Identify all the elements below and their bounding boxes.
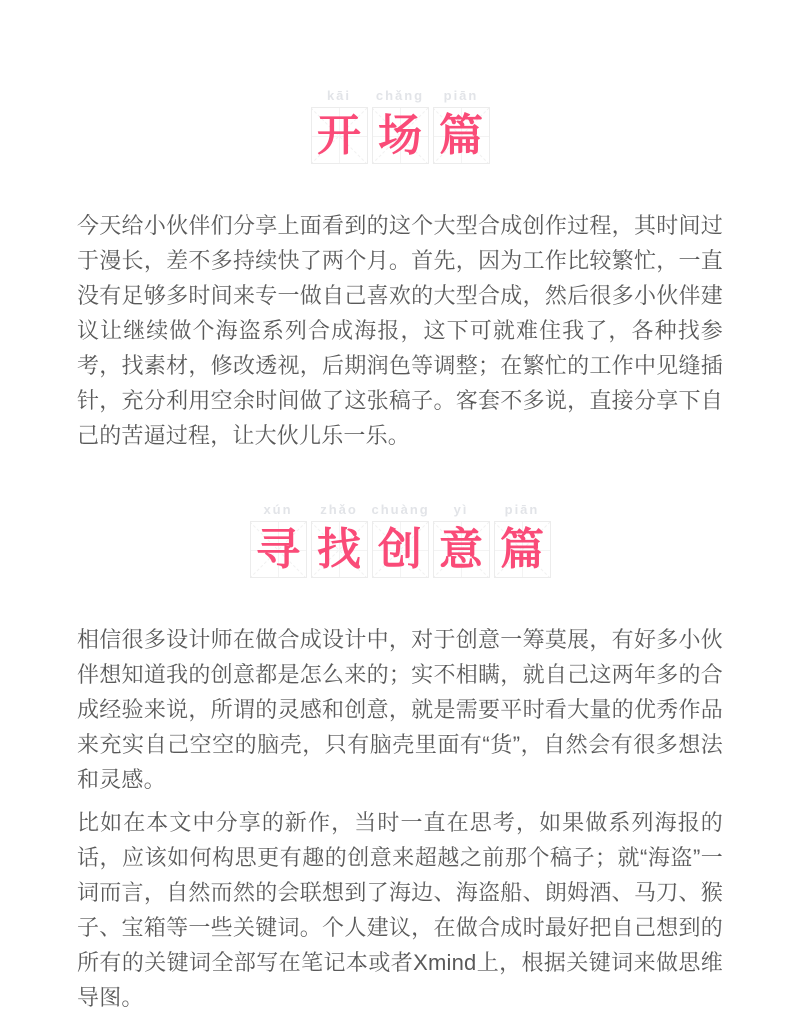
pinyin-label: piān — [443, 88, 479, 103]
pinyin-label: yì — [453, 502, 469, 517]
pinyin-row — [311, 88, 490, 104]
title-character-row — [250, 521, 551, 578]
section-title-creative — [77, 502, 723, 578]
title-character: 意 — [439, 524, 483, 574]
character-box — [433, 107, 490, 164]
pinyin-label: chuàng — [371, 502, 430, 517]
character-box — [250, 521, 307, 578]
title-character: 寻 — [256, 524, 300, 574]
pinyin-label: xún — [263, 502, 293, 517]
paragraph-creative-2: 比如在本文中分享的新作，当时一直在思考，如果做系列海报的话，应该如何构思更有趣的创意来超越之前那个稿子；就“海盗”一词而言，自然而然的会联想到了海边、海盗船、朗姆酒、马刀、猴子、宝箱等一些关键词。个人建议，在做合成时最好把自己想到的所有的关键词全部写在笔记本或者Xmind上，根据关键词来做思维导图。 — [77, 810, 723, 1010]
title-character: 创 — [378, 524, 422, 574]
pinyin-label: chǎng — [375, 88, 425, 103]
title-character: 找 — [317, 524, 361, 574]
pinyin-row — [250, 502, 551, 518]
character-box — [372, 521, 429, 578]
pinyin-label: piān — [504, 502, 540, 517]
character-box — [311, 107, 368, 164]
title-character: 篇 — [500, 524, 544, 574]
pinyin-label: zhǎo — [320, 502, 358, 517]
character-box — [494, 521, 551, 578]
character-box — [311, 521, 368, 578]
character-box — [372, 107, 429, 164]
pinyin-label: kāi — [326, 88, 352, 103]
character-box — [433, 521, 490, 578]
title-character: 场 — [378, 110, 422, 160]
title-character: 开 — [317, 110, 361, 160]
title-character: 篇 — [439, 110, 483, 160]
paragraph-opening: 今天给小伙伴们分享上面看到的这个大型合成创作过程，其时间过于漫长，差不多持续快了两个月。首先，因为工作比较繁忙，一直没有足够多时间来专一做自己喜欢的大型合成，然后很多小伙伴建议让继续做个海盗系列合成海报，这下可就难住我了，各种找参考，找素材，修改透视，后期润色等调整；在繁忙的工作中见缝插针，充分利用空余时间做了这张稿子。客套不多说，直接分享下自己的苦逼过程，让大伙儿乐一乐。 — [77, 213, 723, 448]
article-content — [77, 0, 723, 1015]
title-character-row — [311, 107, 490, 164]
paragraph-creative-1: 相信很多设计师在做合成设计中，对于创意一筹莫展，有好多小伙伴想知道我的创意都是怎么来的；实不相瞒，就自己这两年多的合成经验来说，所谓的灵感和创意，就是需要平时看大量的优秀作品来充实自己空空的脑壳，只有脑壳里面有“货”，自然会有很多想法和灵感。 — [77, 627, 723, 792]
section-title-opening — [77, 0, 723, 164]
